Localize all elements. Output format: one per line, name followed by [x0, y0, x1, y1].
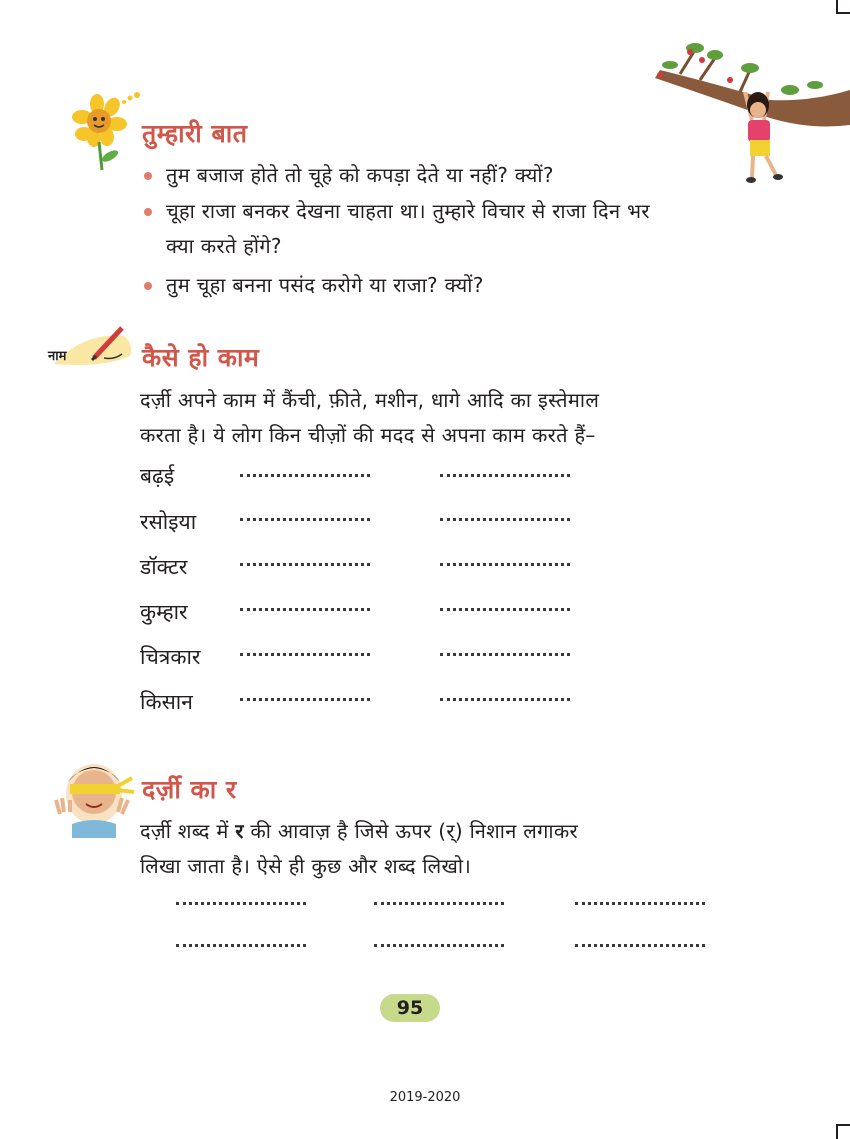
fill-blank-line[interactable] — [440, 653, 570, 656]
fill-blank-line[interactable] — [240, 563, 370, 566]
bullet-dot — [144, 282, 152, 290]
word-blank-line[interactable] — [374, 902, 504, 905]
fill-blank-line[interactable] — [440, 563, 570, 566]
row-label-painter: चित्रकार — [140, 645, 201, 669]
instruction-line-2: लिखा जाता है। ऐसे ही कुछ और शब्द लिखो। — [140, 854, 472, 878]
fill-blank-line[interactable] — [240, 474, 370, 477]
sunflower-icon — [72, 92, 142, 172]
word-blank-line[interactable] — [374, 944, 504, 947]
bullet-dot — [144, 172, 152, 180]
bullet-text-2-cont: क्या करते होंगे? — [166, 234, 282, 258]
reph-mark: र् — [446, 819, 455, 843]
section-heading-kaise-ho-kaam: कैसे हो काम — [142, 343, 260, 372]
bullet-text-2: चूहा राजा बनकर देखना चाहता था। तुम्हारे विचार से राजा दिन भर — [166, 199, 650, 223]
fill-blank-line[interactable] — [240, 608, 370, 611]
crop-mark-top-right-h — [836, 12, 850, 14]
instruction-part-2: की आवाज़ है जिसे ऊपर ( — [243, 819, 447, 843]
bullet-text-1: तुम बजाज होते तो चूहे को कपड़ा देते या नहीं? क्यों? — [166, 163, 554, 187]
fill-blank-line[interactable] — [240, 698, 370, 701]
pen-icon-label: नाम — [48, 349, 67, 364]
instruction-line-1 — [140, 814, 578, 848]
section-heading-tumhari-baat: तुम्हारी बात — [142, 119, 248, 148]
fill-blank-line[interactable] — [440, 474, 570, 477]
row-label-potter: कुम्हार — [140, 600, 188, 624]
row-label-carpenter: बढ़ई — [140, 464, 175, 488]
section-heading-darzi-ka-ra: दर्ज़ी का र — [142, 775, 237, 804]
fill-blank-line[interactable] — [440, 608, 570, 611]
blindfolded-boy-icon — [52, 756, 138, 838]
word-blank-line[interactable] — [176, 944, 306, 947]
row-label-cook: रसोइया — [140, 510, 197, 534]
fill-blank-line[interactable] — [440, 698, 570, 701]
girl-on-branch-illustration — [640, 30, 850, 200]
fill-blank-line[interactable] — [240, 653, 370, 656]
fill-blank-line[interactable] — [440, 518, 570, 521]
bullet-dot — [144, 208, 152, 216]
crop-mark-top-right-v — [836, 0, 838, 12]
row-label-farmer: किसान — [140, 690, 193, 714]
ra-letter-bold: र — [235, 819, 244, 843]
fill-blank-line[interactable] — [240, 518, 370, 521]
instruction-part-1: दर्ज़ी शब्द में — [140, 819, 236, 843]
row-label-doctor: डॉक्टर — [140, 555, 188, 579]
crop-mark-bottom-right-h — [836, 1124, 850, 1126]
word-blank-line[interactable] — [575, 902, 705, 905]
crop-mark-bottom-right-v — [836, 1124, 838, 1139]
bullet-text-3: तुम चूहा बनना पसंद करोगे या राजा? क्यों? — [166, 273, 484, 297]
word-blank-line[interactable] — [176, 902, 306, 905]
word-blank-line[interactable] — [575, 944, 705, 947]
page-number-badge: 95 — [380, 994, 440, 1022]
instruction-part-3: ) निशान लगाकर — [454, 819, 579, 843]
paragraph-line-2: करता है। ये लोग किन चीज़ों की मदद से अपना काम करते हैं– — [140, 423, 596, 447]
edition-year: 2019-2020 — [389, 1090, 461, 1105]
paragraph-line-1: दर्ज़ी अपने काम में कैंची, फ़ीते, मशीन, धागे आदि का इस्तेमाल — [140, 388, 600, 412]
